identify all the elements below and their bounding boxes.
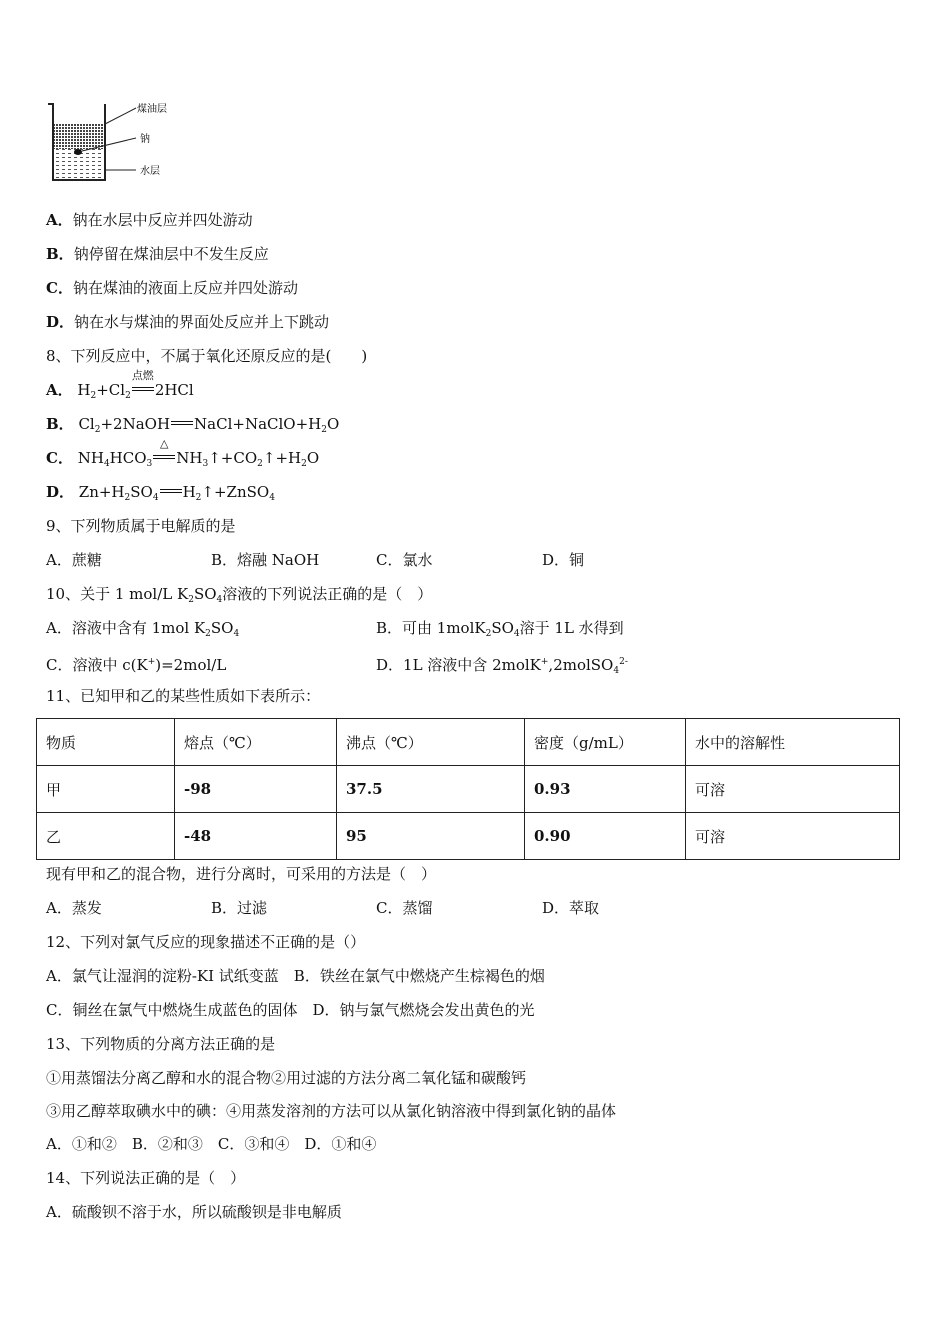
table-cell: 乙 — [37, 813, 175, 860]
q13-statement-2: ③用乙醇萃取碘水中的碘：④用蒸发溶剂的方法可以从氯化钠溶液中得到氯化钠的晶体 — [46, 1102, 617, 1120]
q8-option-b: B． $Cl_2+2NaOH$ $NaCl+NaClO+H_2O$ — [46, 415, 340, 435]
q10-option-b: B．可由 $1molK_2SO_4$溶于 1L 水得到 — [376, 619, 624, 639]
table-header-cell: 密度（g/mL） — [525, 719, 686, 766]
q12-options-row1: A．氯气让湿润的淀粉-KI 试纸变蓝 B．铁丝在氯气中燃烧产生棕褐色的烟 — [46, 967, 545, 985]
q10-option-c: C．溶液中 c(K+)=2mol/L — [46, 656, 227, 674]
label-water: 水层 — [140, 166, 160, 177]
q9-option-d: D．铜 — [542, 551, 585, 569]
q11-option-d: D．萃取 — [542, 899, 600, 917]
table-cell: 95 — [337, 813, 525, 860]
q9-option-c: C．氯水 — [376, 551, 433, 569]
q10-stem: 10、关于 1 mol/L $K_2SO_4$溶液的下列说法正确的是（ ） — [46, 585, 433, 605]
q14-stem: 14、下列说法正确的是（ ） — [46, 1169, 246, 1187]
q11-option-a: A．蒸发 — [46, 899, 102, 917]
q8-option-a: A． $H_2+Cl_2$ 点燃 2HCl — [46, 369, 194, 401]
table-header-cell: 沸点（℃） — [337, 719, 525, 766]
table-cell: 0.93 — [525, 766, 686, 813]
table-header-cell: 物质 — [37, 719, 175, 766]
table-row — [37, 813, 900, 860]
table-cell: 可溶 — [686, 766, 900, 813]
q14-option-a: A．硫酸钡不溶于水，所以硫酸钡是非电解质 — [46, 1203, 342, 1221]
q8-option-c: C． $NH_4HCO_3$ △ $NH_3↑+CO_2↑+H_2O$ — [46, 437, 320, 469]
q9-option-b: B．熔融 NaOH — [211, 551, 320, 569]
q7-option-b: B．钠停留在煤油层中不发生反应 — [46, 245, 269, 263]
sodium-piece — [74, 149, 82, 155]
table-cell: 甲 — [37, 766, 175, 813]
table-row — [37, 766, 900, 813]
table-cell: 可溶 — [686, 813, 900, 860]
label-sodium: 钠 — [140, 134, 150, 145]
q7-option-d: D．钠在水与煤油的界面处反应并上下跳动 — [46, 313, 330, 331]
q13-statement-1: ①用蒸馏法分离乙醇和水的混合物②用过滤的方法分离二氧化锰和碳酸钙 — [46, 1069, 527, 1087]
table-header-cell: 熔点（℃） — [175, 719, 337, 766]
q13-options: A．①和② B．②和③ C．③和④ D．①和④ — [46, 1135, 377, 1153]
q12-options-row2: C．铜丝在氯气中燃烧生成蓝色的固体 D．钠与氯气燃烧会发出黄色的光 — [46, 1001, 535, 1019]
q10-option-a: A．溶液中含有 1mol $K_2SO_4$ — [46, 619, 240, 639]
q9-option-a: A．蔗糖 — [46, 551, 102, 569]
table-cell: 0.90 — [525, 813, 686, 860]
q13-stem: 13、下列物质的分离方法正确的是 — [46, 1035, 276, 1053]
properties-table — [36, 718, 900, 860]
q12-stem: 12、下列对氯气反应的现象描述不正确的是（） — [46, 933, 366, 951]
q8-option-d: D． $Zn+H_2SO_4$ $H_2↑+ZnSO_4$ — [46, 483, 275, 503]
q7-option-c: C．钠在煤油的液面上反应并四处游动 — [46, 279, 298, 297]
table-cell: -48 — [175, 813, 337, 860]
q9-stem: 9、下列物质属于电解质的是 — [46, 517, 236, 535]
q10-option-d: D．1L 溶液中含 2molK+,2molSO$_4^{2-}$ — [376, 656, 628, 676]
table-cell: 37.5 — [337, 766, 525, 813]
table-header-cell: 水中的溶解性 — [686, 719, 900, 766]
table-cell: -98 — [175, 766, 337, 813]
q7-option-a: A．钠在水层中反应并四处游动 — [46, 211, 253, 229]
beaker-figure — [44, 100, 184, 186]
q8-stem: 8、下列反应中，不属于氧化还原反应的是( ) — [46, 347, 368, 365]
q11-stem: 11、已知甲和乙的某些性质如下表所示： — [46, 687, 321, 705]
q11-option-c: C．蒸馏 — [376, 899, 433, 917]
kerosene-layer — [53, 124, 105, 149]
q11-question: 现有甲和乙的混合物，进行分离时，可采用的方法是（ ） — [46, 865, 437, 883]
q11-option-b: B．过滤 — [211, 899, 268, 917]
table-header-row — [37, 719, 900, 766]
label-kerosene: 煤油层 — [137, 104, 167, 115]
